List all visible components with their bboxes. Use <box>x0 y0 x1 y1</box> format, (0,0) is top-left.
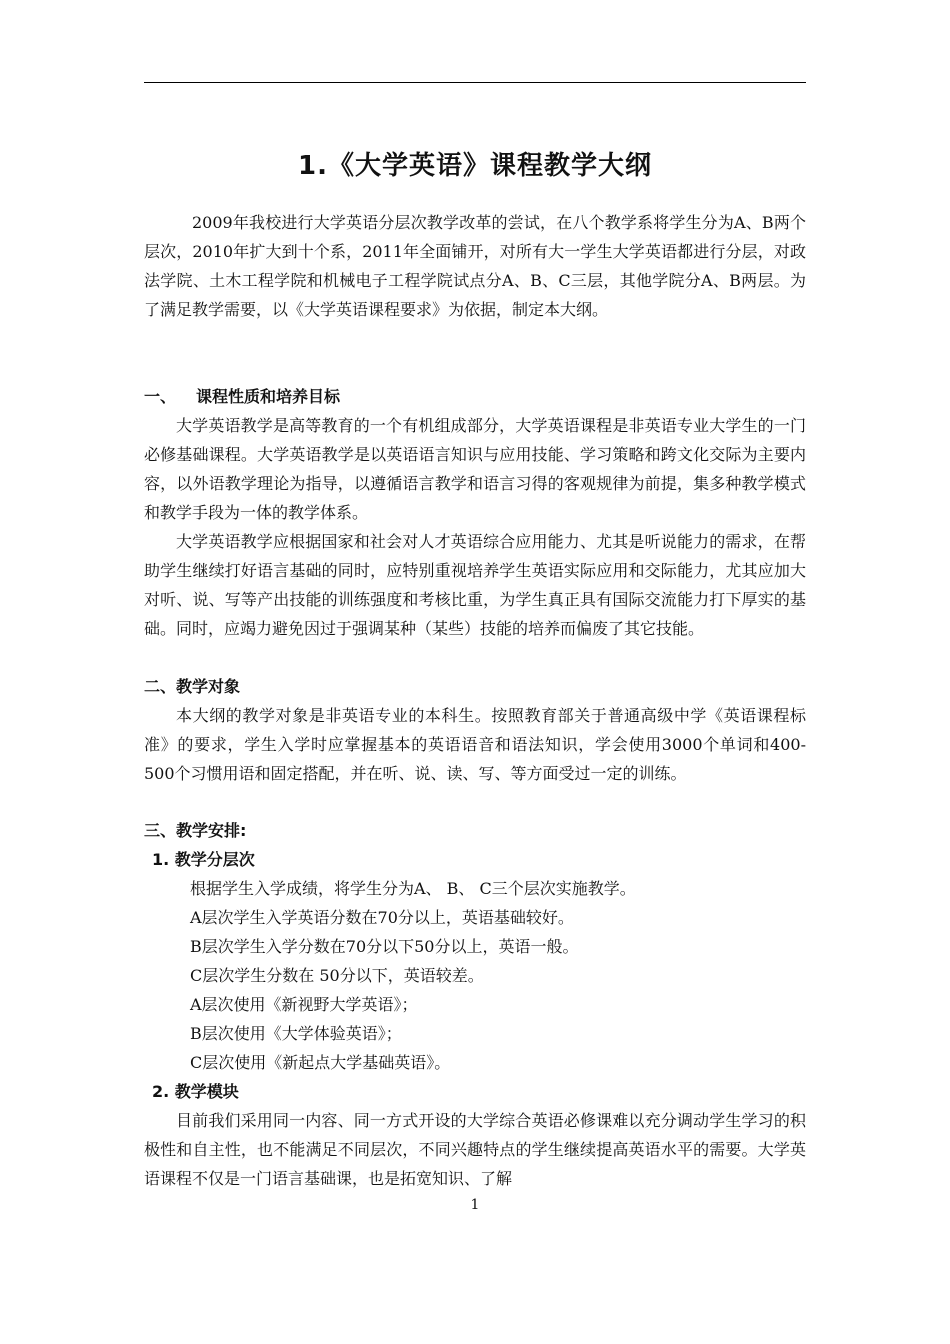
tier-line-5: A层次使用《新视野大学英语》； <box>190 995 418 1014</box>
section-1-number: 一、 <box>144 387 177 406</box>
section-3-sub-1-heading: 1. 教学分层次 <box>152 850 255 869</box>
tier-line-3: B层次学生入学分数在70分以下50分以上，英语一般。 <box>190 937 579 956</box>
tier-line-6: B层次使用《大学体验英语》； <box>190 1024 402 1043</box>
section-3-sub-2-heading: 2. 教学模块 <box>152 1082 239 1101</box>
tier-line-4: C层次学生分数在 50分以下，英语较差。 <box>190 966 484 985</box>
section-2-heading: 二、教学对象 <box>144 677 241 696</box>
tier-line-1: 根据学生入学成绩，将学生分为A、 B、 C三个层次实施教学。 <box>190 879 636 898</box>
section-1-paragraph-2: 大学英语教学应根据国家和社会对人才英语综合应用能力、尤其是听说能力的需求，在帮助学生继续打好语言基础的同时，应特别重视培养学生英语实际应用和交际能力，尤其应加大对听、说、写等产出技能的训练强度和考核比重，为学生真正具有国际交流能力打下厚实的基础。同时，应竭力避免因过于强调某种（某些）技能的培养而偏废了其它技能。 <box>144 532 806 638</box>
tier-line-2: A层次学生入学英语分数在70分以上，英语基础较好。 <box>190 908 574 927</box>
document-title: 1.《大学英语》课程教学大纲 <box>298 151 652 181</box>
page-number: 1 <box>470 1197 480 1213</box>
section-3-heading: 三、教学安排: <box>144 821 247 840</box>
section-1-heading <box>144 382 806 411</box>
tier-line-7: C层次使用《新起点大学基础英语》。 <box>190 1053 451 1072</box>
intro-paragraph: 2009年我校进行大学英语分层次教学改革的尝试，在八个教学系将学生分为A、B两个层次，2010年扩大到十个系，2011年全面铺开，对所有大一学生大学英语都进行分层，对政法学院、土木工程学院和机械电子工程学院试点分A、B、C三层，其他学院分A、B两层。为了满足教学需要，以《大学英语课程要求》为依据，制定本大纲。 <box>144 213 806 319</box>
header-rule <box>144 82 806 83</box>
section-3-sub-2-paragraph: 目前我们采用同一内容、同一方式开设的大学综合英语必修课难以充分调动学生学习的积极性和自主性，也不能满足不同层次，不同兴趣特点的学生继续提高英语水平的需要。大学英语课程不仅是一门语言基础课，也是拓宽知识、了解 <box>144 1111 806 1188</box>
section-1-paragraph-1: 大学英语教学是高等教育的一个有机组成部分，大学英语课程是非英语专业大学生的一门必修基础课程。大学英语教学是以英语语言知识与应用技能、学习策略和跨文化交际为主要内容，以外语教学理论为指导，以遵循语言教学和语言习得的客观规律为前提，集多种教学模式和教学手段为一体的教学体系。 <box>144 416 806 522</box>
section-2-paragraph: 本大纲的教学对象是非英语专业的本科生。按照教育部关于普通高级中学《英语课程标准》的要求，学生入学时应掌握基本的英语语音和语法知识，学会使用3000个单词和400-500个习惯用语和固定搭配，并在听、说、读、写、等方面受过一定的训练。 <box>144 706 806 783</box>
section-1-title: 课程性质和培养目标 <box>196 387 341 406</box>
